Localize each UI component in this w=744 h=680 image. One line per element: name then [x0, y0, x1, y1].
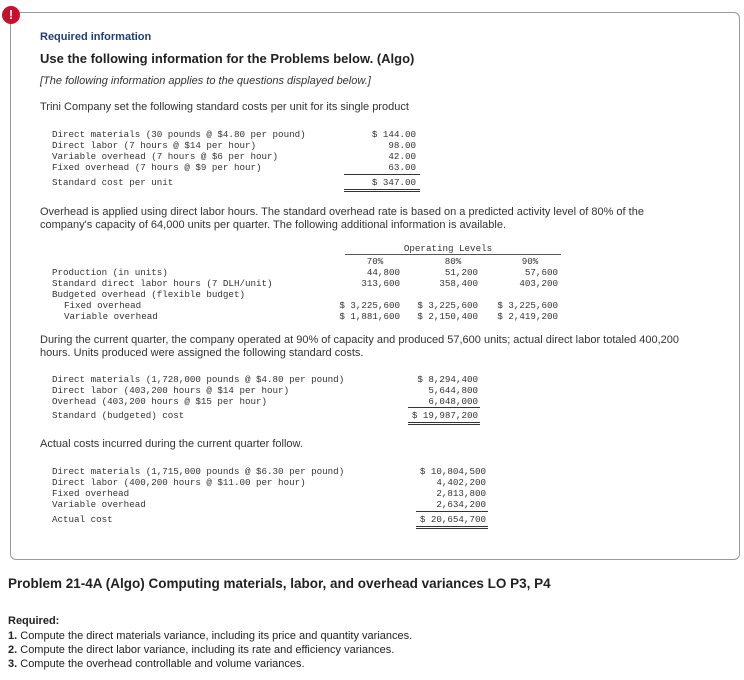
- table-row-label: Fixed overhead: [64, 300, 142, 311]
- item-text: Compute the direct materials variance, including its price and quantity variances.: [20, 630, 413, 642]
- subtotal-rule: [408, 407, 480, 408]
- total-double-rule: [344, 191, 420, 192]
- table-row-value: 4,402,200: [436, 477, 486, 488]
- table-row-label: Direct materials (1,728,000 pounds @ $4.80 per pound): [52, 374, 345, 385]
- table-row-value: 63.00: [388, 162, 416, 173]
- table-row-label: Standard direct labor hours (7 DLH/unit): [52, 278, 273, 289]
- total-value: $ 347.00: [371, 177, 416, 188]
- required-label: Required:: [8, 615, 60, 627]
- required-item: [8, 644, 394, 656]
- table-cell: $ 1,881,600: [339, 311, 400, 322]
- problem-title: Problem 21-4A (Algo) Computing materials, labor, and overhead variances LO P3, P4: [8, 576, 551, 591]
- table-cell: $ 2,150,400: [417, 311, 478, 322]
- table-row-value: 2,813,800: [436, 488, 486, 499]
- total-double-rule: [408, 424, 480, 425]
- intro-text: Trini Company set the following standard costs per unit for its single product: [40, 101, 409, 113]
- table-cell: $ 3,225,600: [417, 300, 478, 311]
- total-double-rule: [408, 422, 480, 423]
- table-row-label: Production (in units): [52, 267, 168, 278]
- total-value: $ 19,987,200: [411, 410, 478, 421]
- info-note: [The following information applies to the questions displayed below.]: [40, 75, 371, 87]
- column-header: 70%: [366, 256, 384, 267]
- table-row-label: Variable overhead (7 hours @ $6 per hour): [52, 151, 279, 162]
- actual-costs-intro: Actual costs incurred during the current quarter follow.: [40, 438, 303, 450]
- table-row-value: $ 10,804,500: [419, 466, 486, 477]
- table-row-label: Direct labor (400,200 hours @ $11.00 per hour): [52, 477, 306, 488]
- table-row-label: Budgeted overhead (flexible budget): [52, 289, 245, 300]
- quarter-paragraph: During the current quarter, the company operated at 90% of capacity and produced 57,600 units; actual direct labor totaled 400,200 hours. Units produced were assigned the following standard costs.: [40, 334, 680, 359]
- table-row-label: Variable overhead: [64, 311, 158, 322]
- operating-levels-header: Operating Levels: [403, 243, 493, 254]
- table-row-value: 6,048,000: [428, 396, 478, 407]
- header-rule: [345, 254, 561, 255]
- column-header: 80%: [444, 256, 462, 267]
- total-label: Standard cost per unit: [52, 177, 174, 188]
- total-value: $ 20,654,700: [419, 514, 486, 525]
- table-row-label: Direct labor (403,200 hours @ $14 per hour): [52, 385, 290, 396]
- table-cell: 57,600: [524, 267, 558, 278]
- table-row-value: $ 8,294,400: [417, 374, 478, 385]
- table-row-value: 2,634,200: [436, 499, 486, 510]
- item-number: 1.: [8, 630, 18, 642]
- item-text: Compute the direct labor variance, including its rate and efficiency variances.: [20, 644, 395, 656]
- table-cell: $ 3,225,600: [339, 300, 400, 311]
- table-cell: 44,800: [366, 267, 400, 278]
- total-double-rule: [416, 526, 488, 527]
- column-header: 90%: [521, 256, 539, 267]
- table-cell: 358,400: [439, 278, 478, 289]
- table-cell: $ 3,225,600: [497, 300, 558, 311]
- total-double-rule: [344, 189, 420, 190]
- required-item: [8, 630, 412, 642]
- table-row-label: Direct materials (1,715,000 pounds @ $6.30 per pound): [52, 466, 345, 477]
- table-row-label: Fixed overhead (7 hours @ $9 per hour): [52, 162, 262, 173]
- subtotal-rule: [416, 511, 488, 512]
- table-cell: 313,600: [361, 278, 400, 289]
- table-cell: 51,200: [444, 267, 478, 278]
- table-row-value: 42.00: [388, 151, 416, 162]
- table-row-value: $ 144.00: [371, 129, 416, 140]
- table-cell: $ 2,419,200: [497, 311, 558, 322]
- required-information-label: Required information: [40, 31, 152, 43]
- table-row-value: 98.00: [388, 140, 416, 151]
- total-double-rule: [416, 528, 488, 529]
- alert-icon: !: [2, 6, 20, 24]
- subtotal-rule: [344, 174, 420, 175]
- item-number: 2.: [8, 644, 18, 656]
- total-label: Actual cost: [52, 514, 113, 525]
- table-row-label: Direct labor (7 hours @ $14 per hour): [52, 140, 256, 151]
- section-title: Use the following information for the Problems below. (Algo): [40, 51, 415, 66]
- required-item: [8, 658, 305, 670]
- table-row-label: Direct materials (30 pounds @ $4.80 per pound): [52, 129, 306, 140]
- table-row-label: Variable overhead: [52, 499, 146, 510]
- table-row-value: 5,644,800: [428, 385, 478, 396]
- table-row-label: Fixed overhead: [52, 488, 130, 499]
- table-cell: 403,200: [519, 278, 558, 289]
- table-row-label: Overhead (403,200 hours @ $15 per hour): [52, 396, 268, 407]
- item-text: Compute the overhead controllable and volume variances.: [20, 658, 305, 670]
- item-number: 3.: [8, 658, 18, 670]
- total-label: Standard (budgeted) cost: [52, 410, 185, 421]
- overhead-paragraph: Overhead is applied using direct labor hours. The standard overhead rate is based on a predicted activity level of 80% of the company's capacity of 64,000 units per quarter. The following additional information is available.: [40, 206, 644, 231]
